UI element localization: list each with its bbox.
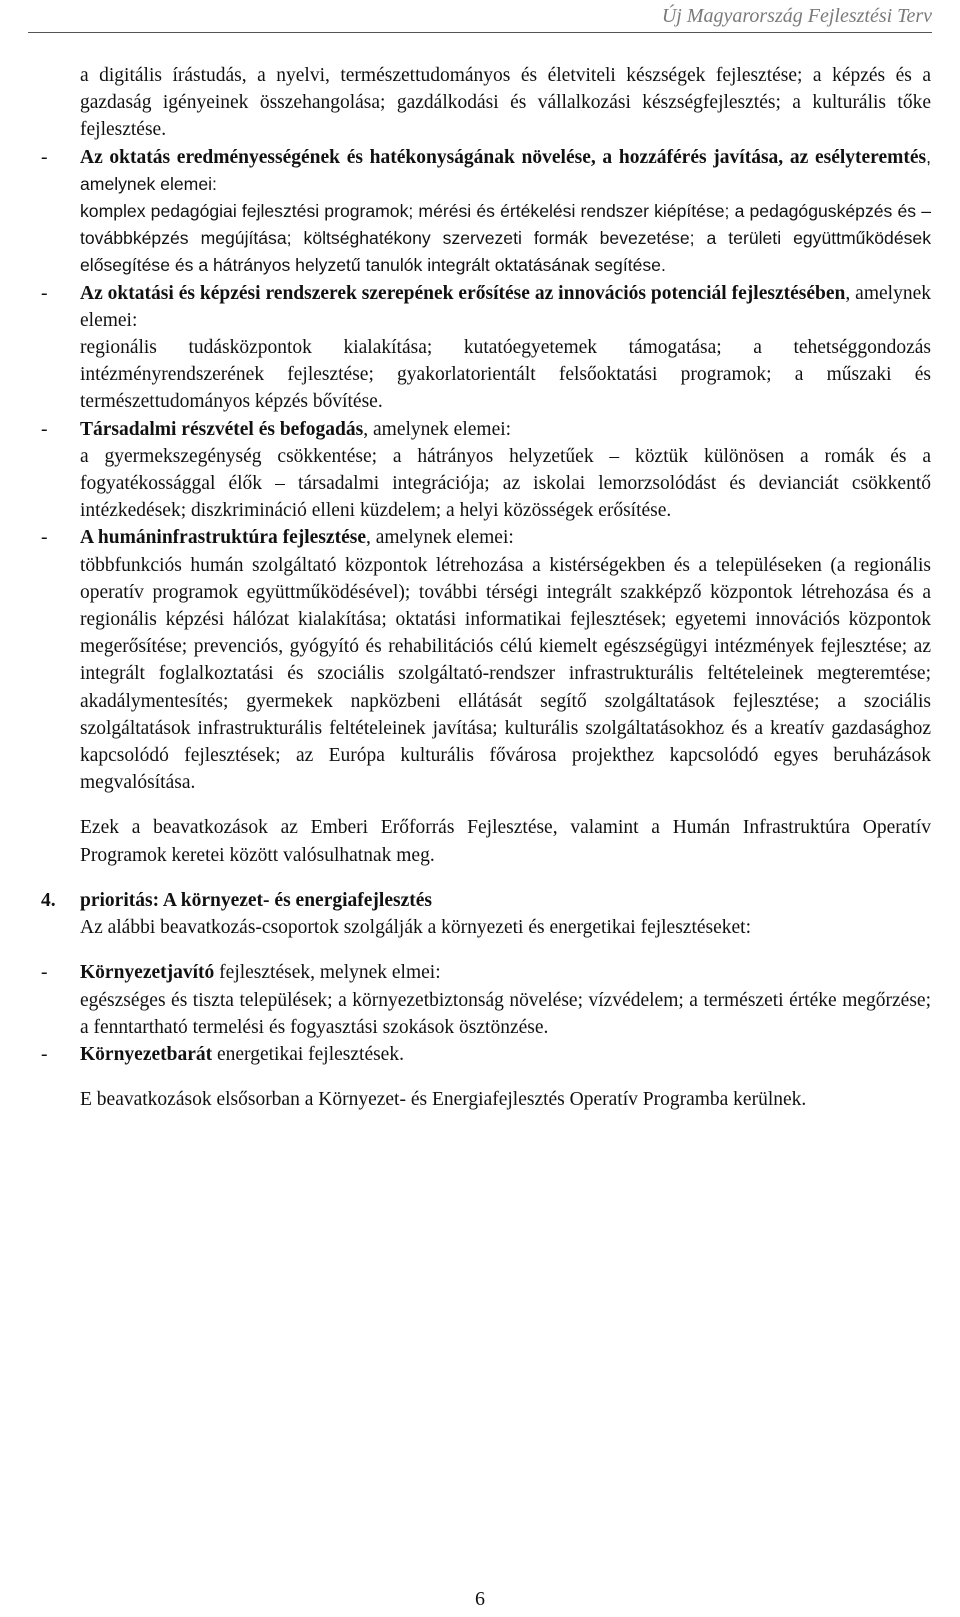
item-heading: Társadalmi részvétel és befogadás [80, 418, 364, 440]
item-body: a gyermekszegénység csökkentése; a hátrányos helyzetűek – köztük különösen a romák és a fogyatékossággal élők – társadalmi integrációja; az iskolai lemorzsolódást és devianciát csökkentő intézkedések; diszkrimináció elleni küzdelem; a helyi közösségek erősítése. [80, 445, 931, 522]
item-suffix: , amelynek elemei: [80, 146, 931, 194]
section-heading-4 [41, 887, 931, 914]
list-dash: - [41, 1043, 48, 1065]
item-body: egészséges és tiszta települések; a környezetbiztonság növelése; vízvédelem; a természeti értéke megőrzése; a fenntartható termelési és fogyasztási szokások ösztönzése. [80, 989, 931, 1038]
list-dash: - [41, 146, 48, 168]
document-body [41, 62, 931, 1113]
list-item-environment-improving [41, 959, 931, 1041]
section-number: 4. [41, 889, 56, 911]
item-suffix: , amelynek elemei: [80, 282, 931, 331]
item-heading: Környezetjavító [80, 962, 215, 984]
item-body: többfunkciós humán szolgáltató központok létrehozása a kistérségekben és a településeken (a regionális operatív programok együttműködésével); további térségi integrált szakképző központok létrehozása és a regionális képzési hálózat kialakítása; oktatási informatikai fejlesztések; egyetemi innovációs központok megerősítése; prevenciós, gyógyító és rehabilitációs célú kiemelt egészségügyi intézmények fejlesztése; az integrált foglalkoztatási és szociális szolgáltató-rendszer infrastrukturális feltételeinek megteremtése; akadálymentesítés; gyermekek napközbeni ellátását segítő szolgáltatások fejlesztése; a szociális szolgáltatások infrastrukturális feltételeinek javítása; kulturális szolgáltatásokhoz és a kreatív gazdasághoz kapcsolódó fejlesztések; az Európa kulturális fővárosa projekthez kapcsolódó egyes beruházások megvalósítása. [80, 554, 931, 794]
list-dash: - [41, 527, 48, 549]
section-intro: Az alábbi beavatkozás-csoportok szolgálják a környezeti és energetikai fejlesztéseket: [80, 917, 752, 939]
running-header: Új Magyarország Fejlesztési Terv [661, 5, 932, 27]
item-suffix: fejlesztések, melynek elmei: [214, 962, 441, 984]
item-suffix: , amelynek elemei: [363, 418, 512, 440]
page-number: 6 [475, 1588, 485, 1610]
summary-paragraph-1: Ezek a beavatkozások az Emberi Erőforrás Fejlesztése, valamint a Humán Infrastruktúra Operatív Programok keretei között valósulhatnak meg. [80, 817, 931, 866]
list-item-environment-friendly [41, 1041, 931, 1068]
list-dash: - [41, 282, 48, 304]
item-heading: Környezetbarát [80, 1043, 213, 1065]
item-suffix: , amelynek elemei: [365, 527, 514, 549]
item-heading: A humáninfrastruktúra fejlesztése [80, 527, 366, 549]
item-heading: Az oktatási és képzési rendszerek szerepének erősítése az innovációs potenciál fejlesztésében [80, 282, 846, 304]
intro-paragraph: a digitális írástudás, a nyelvi, természettudományos és életviteli készségek fejlesztése; a képzés és a gazdaság igényeinek összehangolása; gazdálkodási és vállalkozási készségfejlesztés; a kulturális tőke fejlesztése. [80, 65, 931, 141]
list-item-human-infrastructure [41, 524, 931, 796]
item-body: regionális tudásközpontok kialakítása; kutatóegyetemek támogatása; a tehetséggondozás intézményrendszerének fejlesztése; gyakorlatorientált felsőoktatási programok; a műszaki és természettudományos képzés bővítése. [80, 337, 931, 413]
item-heading: Az oktatás eredményességének és hatékonyságának növelése, a hozzáférés javítása, az esélyteremtés [80, 146, 927, 168]
item-suffix: energetikai fejlesztések. [212, 1043, 404, 1065]
list-dash: - [41, 418, 48, 440]
list-item-social-inclusion [41, 416, 931, 525]
list-dash: - [41, 962, 48, 984]
list-item-innovation-role [41, 280, 931, 416]
list-item-education-efficiency [41, 144, 931, 280]
item-body: komplex pedagógiai fejlesztési programok; mérési és értékelési rendszer kiépítése; a pedagógusképzés és –továbbképzés megújítása; költséghatékony szervezeti formák bevezetése; a területi együttműködések elősegítése és a hátrányos helyzetű tanulók integrált oktatásának segítése. [80, 201, 931, 276]
header-rule [28, 32, 932, 33]
section-title: prioritás: A környezet- és energiafejlesztés [80, 889, 432, 911]
summary-paragraph-2: E beavatkozások elsősorban a Környezet- és Energiafejlesztés Operatív Programba kerülnek. [80, 1089, 807, 1111]
